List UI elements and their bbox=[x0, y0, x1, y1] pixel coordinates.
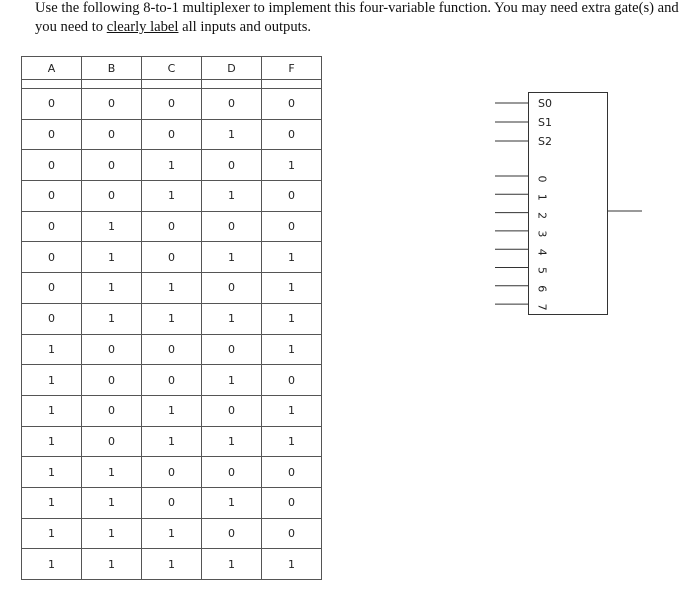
cell-f: 0 bbox=[262, 457, 322, 488]
cell-b: 0 bbox=[82, 150, 142, 181]
cell-c: 1 bbox=[142, 273, 202, 304]
cell-d: 0 bbox=[202, 150, 262, 181]
mux-select-label: S0 bbox=[538, 97, 552, 110]
cell-d: 1 bbox=[202, 426, 262, 457]
cell-b: 0 bbox=[82, 365, 142, 396]
header-a: A bbox=[22, 57, 82, 80]
cell-b: 1 bbox=[82, 549, 142, 580]
cell-d: 0 bbox=[202, 518, 262, 549]
cell-a: 1 bbox=[22, 426, 82, 457]
cell-c: 1 bbox=[142, 395, 202, 426]
mux-data-label: 6 bbox=[535, 285, 549, 293]
mux-data-label: 2 bbox=[535, 212, 549, 220]
cell-f: 0 bbox=[262, 487, 322, 518]
cell-f: 0 bbox=[262, 365, 322, 396]
cell-c: 1 bbox=[142, 549, 202, 580]
cell-a: 1 bbox=[22, 549, 82, 580]
cell-c: 1 bbox=[142, 518, 202, 549]
cell-f: 0 bbox=[262, 119, 322, 150]
cell-b: 1 bbox=[82, 242, 142, 273]
cell-b: 1 bbox=[82, 211, 142, 242]
cell-a: 1 bbox=[22, 457, 82, 488]
cell-d: 0 bbox=[202, 457, 262, 488]
cell-d: 1 bbox=[202, 365, 262, 396]
cell-c: 0 bbox=[142, 457, 202, 488]
cell-c: 1 bbox=[142, 303, 202, 334]
cell-f: 0 bbox=[262, 89, 322, 120]
cell-c: 1 bbox=[142, 181, 202, 212]
cell-c: 1 bbox=[142, 426, 202, 457]
cell-b: 1 bbox=[82, 273, 142, 304]
cell-b: 1 bbox=[82, 303, 142, 334]
cell-c: 0 bbox=[142, 89, 202, 120]
cell-d: 1 bbox=[202, 487, 262, 518]
cell-c: 0 bbox=[142, 487, 202, 518]
cell-b: 1 bbox=[82, 518, 142, 549]
cell-a: 1 bbox=[22, 334, 82, 365]
cell-a: 0 bbox=[22, 181, 82, 212]
cell-a: 0 bbox=[22, 211, 82, 242]
mux-data-label: 0 bbox=[535, 175, 549, 183]
cell-d: 0 bbox=[202, 89, 262, 120]
cell-c: 0 bbox=[142, 211, 202, 242]
cell-a: 0 bbox=[22, 89, 82, 120]
cell-c: 0 bbox=[142, 365, 202, 396]
mux-select-label: S1 bbox=[538, 116, 552, 129]
instruction-text: Use the following 8-to-1 multiplexer to implement this four-variable function. You may need extra gate(s) and you need to bbox=[35, 0, 679, 35]
cell-b: 0 bbox=[82, 426, 142, 457]
header-c: C bbox=[142, 57, 202, 80]
cell-d: 0 bbox=[202, 211, 262, 242]
cell-b: 1 bbox=[82, 457, 142, 488]
cell-b: 0 bbox=[82, 395, 142, 426]
cell-a: 0 bbox=[22, 242, 82, 273]
cell-d: 1 bbox=[202, 303, 262, 334]
header-d: D bbox=[202, 57, 262, 80]
cell-f: 1 bbox=[262, 150, 322, 181]
cell-f: 0 bbox=[262, 518, 322, 549]
instruction-text-end: all inputs and outputs. bbox=[178, 19, 312, 35]
instruction-emphasis: clearly label bbox=[106, 19, 179, 35]
cell-f: 0 bbox=[262, 181, 322, 212]
cell-a: 1 bbox=[22, 487, 82, 518]
mux-data-label: 7 bbox=[535, 303, 549, 311]
cell-a: 1 bbox=[22, 395, 82, 426]
cell-d: 0 bbox=[202, 334, 262, 365]
mux-data-label: 4 bbox=[535, 248, 549, 256]
cell-b: 0 bbox=[82, 181, 142, 212]
cell-b: 0 bbox=[82, 89, 142, 120]
cell-d: 1 bbox=[202, 549, 262, 580]
mux-data-label: 1 bbox=[535, 193, 549, 201]
cell-c: 0 bbox=[142, 242, 202, 273]
cell-a: 0 bbox=[22, 119, 82, 150]
mux-data-inputs bbox=[495, 176, 549, 311]
mux-select-inputs bbox=[495, 97, 552, 148]
header-b: B bbox=[82, 57, 142, 80]
cell-c: 1 bbox=[142, 150, 202, 181]
cell-f: 1 bbox=[262, 334, 322, 365]
cell-d: 1 bbox=[202, 242, 262, 273]
cell-a: 1 bbox=[22, 518, 82, 549]
cell-d: 0 bbox=[202, 395, 262, 426]
cell-c: 0 bbox=[142, 334, 202, 365]
cell-f: 1 bbox=[262, 426, 322, 457]
cell-f: 0 bbox=[262, 211, 322, 242]
mux-data-label: 3 bbox=[535, 230, 549, 238]
cell-d: 1 bbox=[202, 119, 262, 150]
cell-f: 1 bbox=[262, 242, 322, 273]
cell-d: 0 bbox=[202, 273, 262, 304]
cell-a: 0 bbox=[22, 150, 82, 181]
cell-b: 0 bbox=[82, 334, 142, 365]
mux-data-label: 5 bbox=[535, 267, 549, 274]
cell-b: 1 bbox=[82, 487, 142, 518]
cell-f: 1 bbox=[262, 549, 322, 580]
cell-c: 0 bbox=[142, 119, 202, 150]
cell-d: 1 bbox=[202, 181, 262, 212]
cell-a: 0 bbox=[22, 273, 82, 304]
cell-f: 1 bbox=[262, 273, 322, 304]
header-f: F bbox=[262, 57, 322, 80]
cell-b: 0 bbox=[82, 119, 142, 150]
cell-a: 0 bbox=[22, 303, 82, 334]
cell-a: 1 bbox=[22, 365, 82, 396]
cell-f: 1 bbox=[262, 395, 322, 426]
cell-f: 1 bbox=[262, 303, 322, 334]
mux-select-label: S2 bbox=[538, 135, 552, 148]
